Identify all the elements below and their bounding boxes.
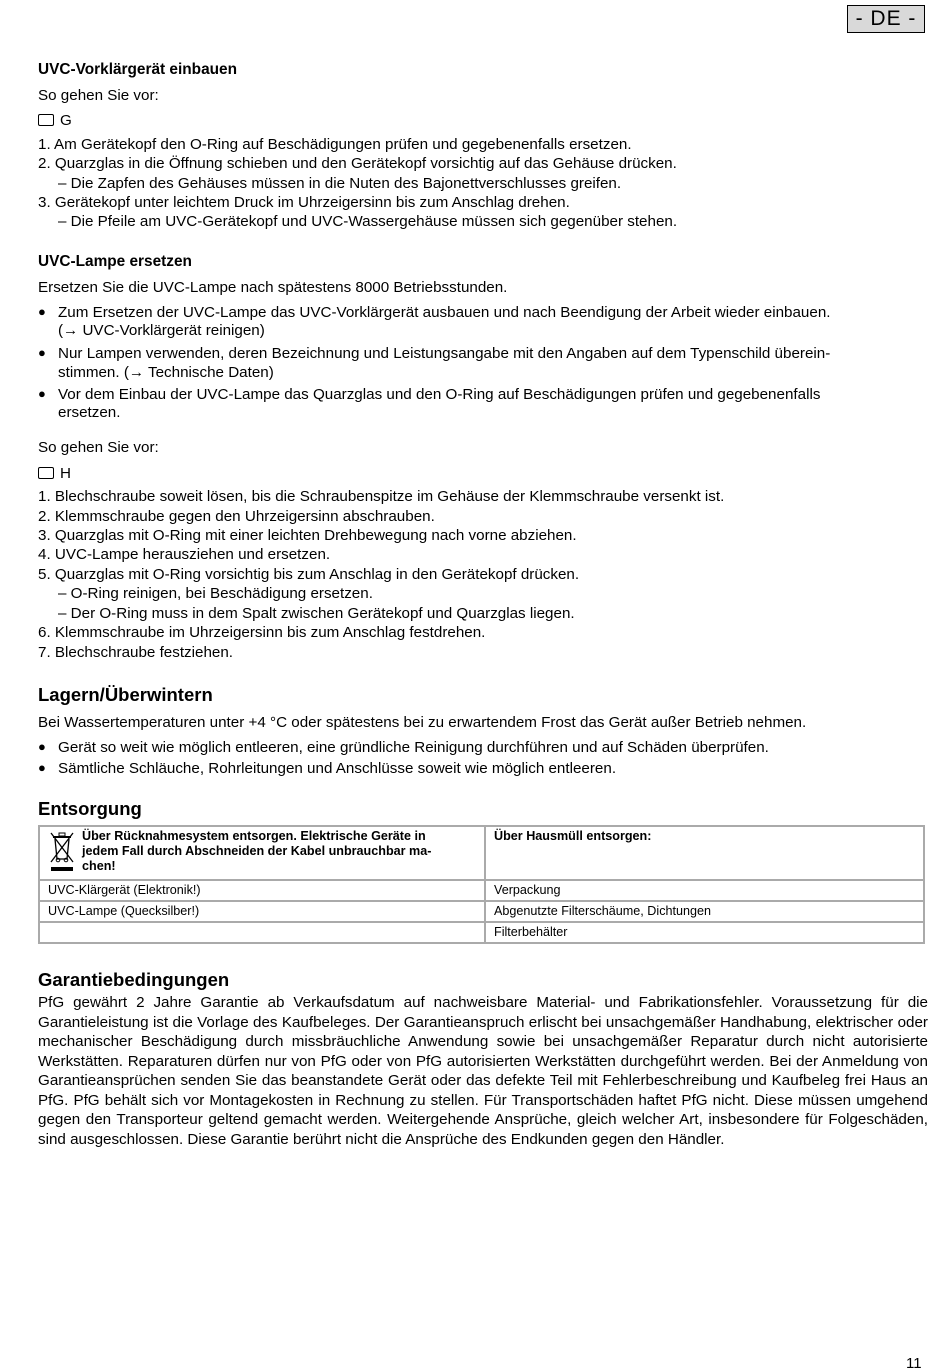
lamp-step-3: 3. Quarzglas mit O-Ring mit einer leichten Drehbewegung nach vorne abziehen. <box>38 527 577 544</box>
table-cell <box>39 922 485 943</box>
lamp-step-2: 2. Klemmschraube gegen den Uhrzeigersinn abschrauben. <box>38 508 435 525</box>
book-icon <box>38 467 54 479</box>
lamp-bullet-1-ref: (→ UVC-Vorklärgerät reinigen) <box>58 322 265 339</box>
bullet-icon: ● <box>38 304 46 319</box>
lamp-bullet-2-cont: stimmen. (→ Technische Daten) <box>58 364 274 381</box>
install-substep-3a: – Die Pfeile am UVC-Gerätekopf und UVC-Wassergehäuse müssen sich gegenüber stehen. <box>58 213 678 230</box>
table-header-household: Über Hausmüll entsorgen: <box>485 826 924 880</box>
storage-intro: Bei Wassertemperaturen unter +4 °C oder spätestens bei zu erwartendem Frost das Gerät außer Betrieb nehmen. <box>38 714 807 731</box>
figure-ref-label: H <box>60 465 71 482</box>
table-cell: UVC-Lampe (Quecksilber!) <box>39 901 485 922</box>
lamp-bullet-1 <box>38 302 831 322</box>
section-heading-disposal: Entsorgung <box>38 798 142 819</box>
book-icon <box>38 114 54 126</box>
lamp-bullet-3 <box>38 384 820 404</box>
language-tab: - DE - <box>847 5 925 33</box>
table-row <box>39 922 924 943</box>
install-intro: So gehen Sie vor: <box>38 87 159 104</box>
bullet-text: Zum Ersetzen der UVC-Lampe das UVC-Vorklärgerät ausbauen und nach Beendigung der Arbeit wieder einbauen. <box>58 304 831 321</box>
lamp-bullet-2 <box>38 343 830 363</box>
section-heading-storage: Lagern/Überwintern <box>38 684 213 705</box>
section-heading-lamp: UVC-Lampe ersetzen <box>38 253 192 270</box>
lamp-intro-2: So gehen Sie vor: <box>38 439 159 456</box>
table-cell: UVC-Klärgerät (Elektronik!) <box>39 880 485 901</box>
lamp-substep-5b: – Der O-Ring muss in dem Spalt zwischen Gerätekopf und Quarzglas liegen. <box>58 605 575 622</box>
lamp-step-6: 6. Klemmschraube im Uhrzeigersinn bis zum Anschlag festdrehen. <box>38 624 486 641</box>
install-step-2: 2. Quarzglas in die Öffnung schieben und den Gerätekopf vorsichtig auf das Gehäuse drücken. <box>38 155 677 172</box>
table-row <box>39 901 924 922</box>
bullet-text: Gerät so weit wie möglich entleeren, eine gründliche Reinigung durchführen und auf Schäden überprüfen. <box>58 739 769 756</box>
section-heading-install: UVC-Vorklärgerät einbauen <box>38 61 237 78</box>
disposal-table <box>38 825 925 944</box>
lamp-step-5: 5. Quarzglas mit O-Ring vorsichtig bis zum Anschlag in den Gerätekopf drücken. <box>38 566 580 583</box>
storage-bullet-2 <box>38 758 616 778</box>
lamp-step-7: 7. Blechschraube festziehen. <box>38 644 234 661</box>
bullet-text: Vor dem Einbau der UVC-Lampe das Quarzglas und den O-Ring auf Beschädigungen prüfen und gegebenenfalls <box>58 386 821 403</box>
bullet-icon: ● <box>38 386 46 401</box>
section-heading-warranty: Garantiebedingungen <box>38 969 230 990</box>
table-header-recycle <box>39 826 485 880</box>
table-cell: Abgenutzte Filterschäume, Dichtungen <box>485 901 924 922</box>
install-substep-2a: – Die Zapfen des Gehäuses müssen in die Nuten des Bajonettverschlusses greifen. <box>58 175 622 192</box>
lamp-step-4: 4. UVC-Lampe herausziehen und ersetzen. <box>38 546 331 563</box>
table-cell: Verpackung <box>485 880 924 901</box>
figure-ref-label: G <box>60 112 72 129</box>
table-cell: Filterbehälter <box>485 922 924 943</box>
lamp-step-1: 1. Blechschraube soweit lösen, bis die Schraubenspitze im Gehäuse der Klemmschraube versenkt ist. <box>38 488 725 505</box>
install-step-1: 1. Am Gerätekopf den O-Ring auf Beschädigungen prüfen und gegebenenfalls ersetzen. <box>38 136 632 153</box>
bullet-icon: ● <box>38 739 46 754</box>
lamp-intro: Ersetzen Sie die UVC-Lampe nach spätestens 8000 Betriebsstunden. <box>38 279 508 296</box>
page-number: 11 <box>906 1355 922 1372</box>
lamp-figure-ref <box>38 464 71 483</box>
table-row <box>39 880 924 901</box>
warranty-text: PfG gewährt 2 Jahre Garantie ab Verkaufsdatum auf nachweisbare Material- und Fabrikationsfehler. Voraussetzung für die Garantieleistung ist die Vorlage des Kaufbeleges. Der Garantieanspruch erlischt bei unsachgemäßer Handhabung, elektrischer oder mechanischer Beschädigung durch missbräuchliche Anwendung sowie bei unsachgemäßer Reparatur durch nicht autorisierte Werkstätten. Reparaturen dürfen nur von PfG oder von PfG autorisierten Werkstätten durchgeführt werden. Bei der Anmeldung von Garantieansprüchen senden Sie das beanstandete Gerät oder das defekte Teil mit Fehlerbeschreibung und Kaufbeleg frei Haus an PfG. PfG behält sich vor Montagekosten in Rechnung zu stellen. Für Transportschäden haftet PfG nicht. Diese müssen umgehend gegen den Transporteur geltend gemacht werden. Weitergehende Ansprüche, gleich welcher Art, insbesondere für Folgeschäden, sind ausgeschlossen. Diese Garantie berührt nicht die Ansprüche des Endkunden gegen den Händler. <box>38 994 928 1148</box>
lamp-substep-5a: – O-Ring reinigen, bei Beschädigung ersetzen. <box>58 585 373 602</box>
crossed-out-bin-icon <box>48 829 82 877</box>
recycle-header-text: Über Rücknahmesystem entsorgen. Elektrische Geräte in jedem Fall durch Abschneiden der Kabel unbrauchbar ma-chen! <box>82 829 432 873</box>
lamp-bullet-3-cont: ersetzen. <box>58 404 121 421</box>
install-figure-ref <box>38 111 72 130</box>
table-header-row <box>39 826 924 880</box>
bullet-icon: ● <box>38 345 46 360</box>
bullet-text: Sämtliche Schläuche, Rohrleitungen und Anschlüsse soweit wie möglich entleeren. <box>58 760 617 777</box>
install-step-3: 3. Gerätekopf unter leichtem Druck im Uhrzeigersinn bis zum Anschlag drehen. <box>38 194 570 211</box>
bullet-icon: ● <box>38 760 46 775</box>
storage-bullet-1 <box>38 737 769 757</box>
bullet-text: Nur Lampen verwenden, deren Bezeichnung und Leistungsangabe mit den Angaben auf dem Typenschild überein- <box>58 345 831 362</box>
